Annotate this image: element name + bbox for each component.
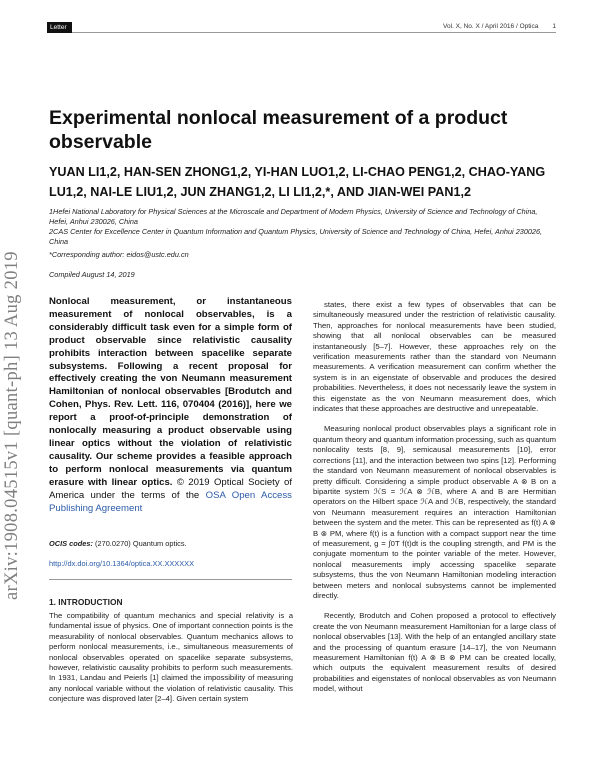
paper-title: Experimental nonlocal measurement of a product observable — [49, 107, 508, 153]
affiliation-2: 2CAS Center for Excellence Center in Quantum Information and Quantum Physics, University of Science and Technology of China, Hefei, Anhui 230026, China — [49, 227, 543, 246]
corresponding-author: *Corresponding author: eidos@ustc.edu.cn — [49, 250, 189, 259]
ocis-label: OCIS codes: — [49, 539, 93, 548]
copyright-text: © 2019 Optical Society of America under the terms of the — [49, 476, 292, 501]
left-column — [49, 611, 293, 715]
header-rule — [72, 32, 556, 33]
paragraph-3: Recently, Brodutch and Cohen proposed a protocol to effectively create the von Neumann measurement Hamiltonian for a large class of nonlocal observables [13]. With the help of an entangled ancillary state and the processing of quantum erasure [14–17], the von Neumann measurement Hamiltonian f(t) A ⊗ B ⊗ PM can be created locally, which outputs the equivalent measurement results of desired probabilities and eigenstates of nonlocal observables as von Neumann model, without — [313, 611, 556, 694]
paragraph-1: states, there exist a few types of observables that can be simultaneously measured under the restriction of relativistic causality. Then, approaches for nonlocal measurements have been studied, showing that all nonlocal observables can be measured instantaneously [5–7]. However, these approaches rely on the verification measurements rather than the standard von Neumann measurements. A verification measurement can confirm whether the system is in an eigenstate of observable and produces the desired probabilities. Nevertheless, it does not necessarily leave the system in this eigenstate as the von Neumann measurement does, which indicates that these approaches are destructive and unrepeatable. — [313, 300, 556, 414]
compiled-date: Compiled August 14, 2019 — [49, 270, 135, 279]
license-link[interactable]: OSA Open Access Publishing Agreement — [49, 489, 292, 514]
abstract-text: Nonlocal measurement, or instantaneous measurement of nonlocal observables, is a considerably difficult task even for a simple form of product observable since relativistic causality prohibits interaction between spacelike separate subsystems. Following a recent proposal for effectively creating the von Neumann measurement Hamiltonian of nonlocal observables [Brodutch and Cohen, Phys. Rev. Lett. 116, 070404 (2016)], here we report a proof-of-principle demonstration of nonlocally measuring a product observable using linear optics without the violation of relativistic causality. Our scheme provides a feasible approach to perform nonlocal measurements via quantum erasure with linear optics. — [49, 296, 292, 488]
section-heading: 1. INTRODUCTION — [49, 597, 123, 607]
arxiv-sidebar: arXiv:1908.04515v1 [quant-ph] 13 Aug 2019 — [2, 251, 22, 600]
page-number: 1 — [552, 23, 556, 30]
doi-link[interactable]: http://dx.doi.org/10.1364/optica.XX.XXXXXX — [49, 559, 195, 568]
intro-paragraph: The compatibility of quantum mechanics and special relativity is a fundamental issue of physics. One of important connection points is the measurability of nonlocal observables. Quantum mechanics allows to perform nonlocal measurements, i.e., simultaneous measurements of nonlocal observables operated on spacelike separate subsystems, however, relativistic causality prohibits to perform such measurements. In 1931, Landau and Peierls [1] claimed the impossibility of measuring any nonlocal variable without the violation of relativistic causality. This conjecture was disproved later [2–4]. Given certain system — [49, 611, 293, 704]
ocis-value: (270.0270) Quantum optics. — [95, 539, 187, 548]
abstract — [49, 296, 292, 515]
right-column — [313, 300, 556, 705]
journal-info: Vol. X, No. X / April 2016 / Optica — [442, 23, 539, 30]
ocis-codes — [49, 539, 187, 548]
paragraph-2: Measuring nonlocal product observables plays a significant role in quantum theory and quantum information processing, such as quantum nonlocality tests [8, 9], semicausal measurements [10], error corrections [11], and the interaction between two spins [12]. Performing the standard von Neumann measurement of nonlocal observables is pretty difficult. Considering a simple product observable A ⊗ B on a bipartite system ℋS = ℋA ⊗ ℋB, where A and B are Hermitian operators on the Hilbert space ℋA and ℋB, respectively, the standard von Neumann measurement requires an interaction Hamiltonian between the system and the meter. This can be represented as f(t) A ⊗ B ⊗ PM, where f(t) is a function with a compact support near the time of measurement, g = ∫0T f(t)dt is the coupling strength, and PM is the conjugate momentum to the pointer variable of the meter. However, nonlocal measurements imply accessing spacelike separate subsystems, thus the von Neumann Hamiltonian modeling interaction between meters and nonlocal subsystems cannot be implemented directly. — [313, 424, 556, 600]
header-label: Letter — [47, 22, 72, 33]
header-journal — [443, 23, 556, 30]
abstract-rule — [49, 579, 292, 580]
author-list: YUAN LI1,2, HAN-SEN ZHONG1,2, YI-HAN LUO1,2, LI-CHAO PENG1,2, CHAO-YANG LU1,2, NAI-LE LIU1,2, JUN ZHANG1,2, LI LI1,2,*, AND JIAN-WEI PAN1,2 — [49, 165, 546, 199]
affiliation-1: 1Hefei National Laboratory for Physical Sciences at the Microscale and Department of Modern Physics, University of Science and Technology of China, Hefei, Anhui 230026, China — [49, 207, 538, 226]
